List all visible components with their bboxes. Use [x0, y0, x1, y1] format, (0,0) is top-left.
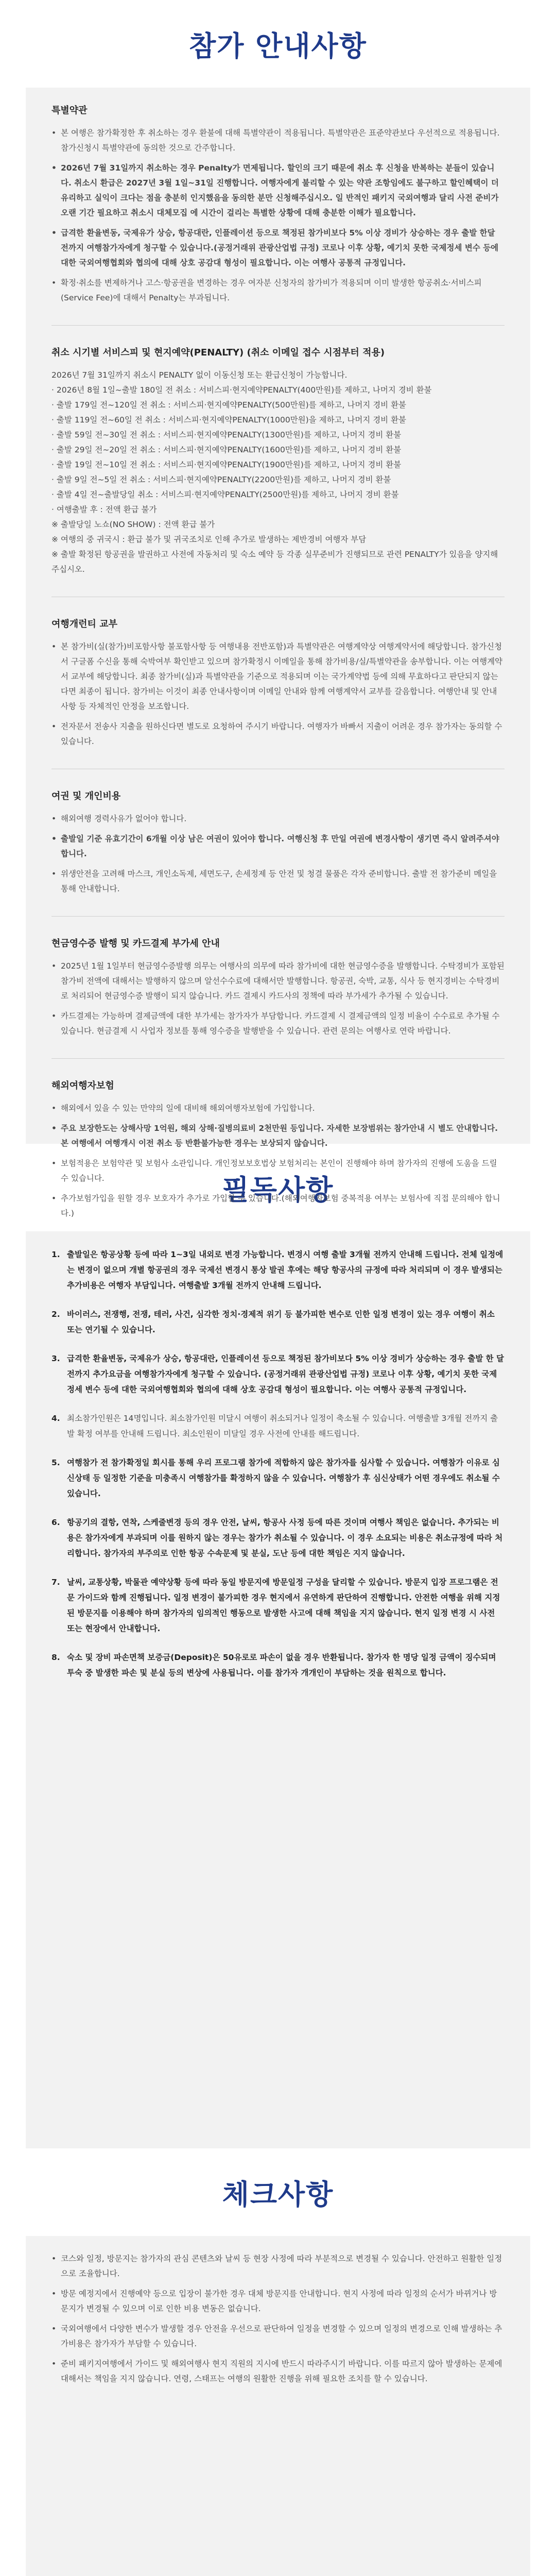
list-item: • 2026년 7월 31일까지 취소하는 경우 Penalty가 면제됩니다. 할인의 크기 때문에 취소 후 신청을 반복하는 분들이 있습니다. 취소시 환급은 2027년 3월 1일~31일 진행합니다. 여행자에게 불리할 수 있는 약관 조항임에도 불구하고 할인혜택이 더 유리하고 실익이 크다는 점을 충분히 인지했음을 동의한 분만 신청해주십시오. 일 반적인 패키지 국외여행과 달리 사전 준비가 오랜 기간 필요하고 취소시 대체모집 에 시간이 걸리는 특별한 상황에 대해 충분한 이해가 필요합니다. — [51, 161, 505, 221]
section-title-participation: 참가 안내사항 — [189, 29, 367, 62]
list-item: • 확정·취소를 변제하거나 고스·항공권을 변경하는 경우 여자분 신청자의 참가비가 적용되며 이미 발생한 항공취소·서비스피(Service Fee)에 대해서 Penalty는 부과됩니다. — [51, 276, 505, 306]
text-line: ※ 출발 확정된 항공권을 발권하고 사전에 자동처리 및 숙소 예약 등 각종 실무준비가 진행되므로 관련 PENALTY가 있음을 양지해주십시오. — [51, 550, 498, 574]
text-line: · 출발 4일 전~출발당일 취소 : 서비스피·현지예약PENALTY(2500만원)를 제하고, 나머지 경비 환불 — [51, 490, 399, 499]
item-number: 5. — [51, 1458, 60, 1467]
checklist-list — [51, 2251, 505, 2386]
list-item: • 해외여행 경력사유가 없어야 합니다. — [51, 811, 505, 826]
contract-block — [51, 617, 505, 749]
divider — [51, 916, 505, 917]
cancel-fee-lines — [51, 368, 505, 577]
text-line: 2026년 7월 31일까지 취소시 PENALTY 없이 이동신청 또는 환급신청이 가능합니다. — [51, 370, 348, 380]
text-line: · 출발 19일 전~10일 전 취소 : 서비스피·현지예약PENALTY(1900만원)를 제하고, 나머지 경비 환불 — [51, 460, 402, 469]
item-number: 1. — [51, 1250, 60, 1259]
list-item: • 위생안전을 고려해 마스크, 개인소독제, 세면도구, 손세정제 등 안전 및 청결 물품은 각자 준비합니다. 출발 전 참가준비 메일을 통해 안내합니다. — [51, 867, 505, 896]
divider — [51, 325, 505, 326]
list-item: • 2025년 1월 1일부터 현금영수증발행 의무는 여행사의 의무에 따라 참가비에 대한 현금영수증을 발행합니다. 수탁경비가 포함된 참가비 전액에 대해서는 발행하지 않으며 알선수수료에 대해서만 발행합니다. 항공권, 숙박, 교통, 식사 등 현지경비는 수탁경비로 처리되어 현금영수증 발행이 되지 않습니다. 카드 결제시 카드사의 정책에 따라 부가세가 추가될 수 있습니다. — [51, 959, 505, 1004]
item-text: 최소참가인원은 14명입니다. 최소참가인원 미달시 여행이 취소되거나 일정이 축소될 수 있습니다. 여행출발 3개월 전까지 출발 확정 여부를 안내해 드립니다. 최소인원이 미달일 경우 사전에 안내를 해드립니다. — [67, 1414, 498, 1438]
list-item: • 출발일 기준 유효기간이 6개월 이상 남은 여권이 있어야 합니다. 여행신청 후 만일 여권에 변경사항이 생기면 즉시 알려주셔야 합니다. — [51, 832, 505, 861]
numbered-item — [51, 1247, 505, 1293]
section-title-bar — [0, 2148, 556, 2236]
item-number: 8. — [51, 1653, 60, 1662]
list-item: • 보험적용은 보험약관 및 보험사 소관입니다. 개인정보보호법상 보험처리는 본인이 진행해야 하며 참가자의 진행에 도움을 드릴 수 있습니다. — [51, 1156, 505, 1186]
overseas-insurance-list — [51, 1101, 505, 1221]
list-item: • 해외에서 있을 수 있는 만약의 일에 대비해 해외여행자보험에 가입합니다. — [51, 1101, 505, 1116]
text-line: · 2026년 8월 1일~출발 180일 전 취소 : 서비스피·현지예약PENALTY(400만원)를 제하고, 나머지 경비 환불 — [51, 385, 432, 395]
list-item: • 주요 보장한도는 상해사망 1억원, 해외 상해·질병의료비 2천만원 등입니다. 자세한 보장범위는 참가안내 시 별도 안내합니다. 본 여행에서 여행개시 이전 취소 등 반환불가능한 경우는 보상되지 않습니다. — [51, 1121, 505, 1151]
cancel-fee-block — [51, 345, 505, 577]
list-item: • 추가보험가입을 원할 경우 보호자가 추가로 가입할 수 있습니다.(해외여행자보험 중복적용 여부는 보험사에 직접 문의해야 합니다.) — [51, 1191, 505, 1221]
passport-block — [51, 789, 505, 896]
block-title: 여행개런티 교부 — [51, 619, 117, 630]
numbered-item — [51, 1307, 505, 1337]
item-text: 날씨, 교통상황, 박물관 예약상황 등에 따라 동일 방문지에 방문일정 구성을 달리할 수 있습니다. 방문지 입장 프로그램은 전문 가이드와 함께 진행됩니다. 일정 변경이 불가피한 경우 현지에서 유연하게 판단하여 진행합니다. 안전한 여행을 위해 지정된 방문지를 이용해야 하며 참가자의 임의적인 행동으로 발생한 사고에 대해 책임을 지지 않습니다. 현지 일정 변경 시 사전 또는 현장에서 안내합니다. — [67, 1578, 500, 1633]
item-text: 급격한 환율변동, 국제유가 상승, 항공대란, 인플레이션 등으로 책정된 참가비보다 5% 이상 경비가 상승하는 경우 출발 한 달 전까지 추가요금을 여행참가자에게 청구할 수 있습니다. (공정거래위 관광산업법 규정) 코로나 이후 상황, 예기치 못한 국제정세 변수 등에 대한 국외여행협회와 협의에 대해 상호 공감대 형성이 필요합니다. 이는 여행사 공통적 규정입니다. — [67, 1354, 505, 1394]
list-item: • 본 여행은 참가확정한 후 취소하는 경우 환불에 대해 특별약관이 적용됩니다. 특별약관은 표준약관보다 우선적으로 적용됩니다. 참가신청시 특별약관에 동의한 것으로 간주합니다. — [51, 126, 505, 156]
item-text: 출발일은 항공상황 등에 따라 1~3일 내외로 변경 가능합니다. 변경시 여행 출발 3개월 전까지 안내해 드립니다. 전체 일정에는 변경이 없으며 개별 항공권의 경우 국제선 변경시 통상 발권 후에는 해당 항공사의 규정에 따라 처리되며 이 경우 발생되는 추가비용은 여행자 부담입니다. 여행출발 3개월 전까지 안내해 드립니다. — [67, 1250, 503, 1290]
numbered-item — [51, 1455, 505, 1501]
text-line: ※ 출발당일 노쇼(NO SHOW) : 전액 환급 불가 — [51, 520, 215, 529]
item-text: 항공기의 결항, 연착, 스케줄변경 등의 경우 안전, 날씨, 항공사 사정 등에 따른 것이며 여행사 책임은 없습니다. 추가되는 비용은 참가자에게 부과되며 이를 원하지 않는 경우는 참가가 취소될 수 있습니다. 이 경우 소요되는 비용은 취소규정에 따라 처리합니다. 참가자의 부주의로 인한 항공 수속문제 및 분실, 도난 등에 대한 책임은 지지 않습니다. — [67, 1518, 503, 1558]
checklist-box — [26, 2236, 530, 2576]
item-number: 6. — [51, 1518, 60, 1527]
block-title: 여권 및 개인비용 — [51, 791, 121, 802]
list-item: • 본 참가비(실(참가)비포함사항 불포함사항 등 여행내용 전반포함)과 특별약관은 여행계약상 여행계약서에 해당합니다. 참가신청서 구글폼 수신을 통해 숙박여부 확인받고 있으며 참가확정시 이메일을 통해 참가비용/실/특별약관을 송부합니다. 이는 여행계약서 교부에 해당합니다. 최종 참가비(실)과 특별약관을 기준으로 적용되며 이는 국가계약법 등에 의해 무효하다고 판단되지 않는다면 최종이 됩니다. 참가비는 이것이 최종 안내사항이며 이메일 안내와 함께 여행계약서 교부를 갈음합니다. 여행안내 및 안내사항 등 자체적인 안정을 보조합니다. — [51, 639, 505, 714]
divider — [51, 1058, 505, 1059]
special-terms-block — [51, 103, 505, 306]
section-title-must-read: 필독사항 — [222, 1173, 334, 1206]
list-item: • 방문 예정지에서 진행예약 등으로 입장이 불가한 경우 대체 방문지를 안내합니다. 현지 사정에 따라 일정의 순서가 바뀌거나 방문지가 변경될 수 있으며 이로 인한 비용 변동은 없습니다. — [51, 2286, 505, 2316]
contract-list — [51, 639, 505, 749]
must-read-list — [51, 1247, 505, 1681]
text-line: · 출발 29일 전~20일 전 취소 : 서비스피·현지예약PENALTY(1600만원)를 제하고, 나머지 경비 환불 — [51, 445, 402, 454]
item-text: 바이러스, 전쟁행, 전쟁, 테러, 사건, 심각한 정치·경제적 위기 등 불가피한 변수로 인한 일정 변경이 있는 경우 여행이 취소 또는 연기될 수 있습니다. — [67, 1310, 495, 1334]
text-line: · 출발 179일 전~120일 전 취소 : 서비스피·현지예약PENALTY(500만원)를 제하고, 나머지 경비 환불 — [51, 400, 407, 410]
numbered-item — [51, 1351, 505, 1397]
list-item: • 코스와 일정, 방문지는 참가자의 관심 콘텐츠와 날씨 등 현장 사정에 따라 부분적으로 변경될 수 있습니다. 안전하고 원활한 일정으로 조율합니다. — [51, 2251, 505, 2281]
overseas-insurance-block — [51, 1078, 505, 1221]
passport-list — [51, 811, 505, 896]
item-number: 4. — [51, 1414, 60, 1423]
numbered-item — [51, 1650, 505, 1681]
item-text: 여행참가 전 참가확정일 회시를 통해 우리 프로그램 참가에 적합하지 않은 참가자를 심사할 수 있습니다. 여행참가 이유로 심신상태 등 일정한 기준을 미충족시 여행참가를 확정하지 않을 수 있습니다. 여행참가 후 심신상태가 어떤 경우에도 취소될 수 있습니다. — [67, 1458, 500, 1498]
block-title: 특별약관 — [51, 105, 88, 116]
item-number: 7. — [51, 1578, 60, 1587]
text-line: · 여행출발 후 : 전액 환급 불가 — [51, 505, 157, 514]
numbered-item — [51, 1574, 505, 1636]
item-text: 숙소 및 장비 파손면책 보증금(Deposit)은 50유로로 파손이 없을 경우 반환됩니다. 참가자 한 명당 일정 금액이 징수되며 투숙 중 발생한 파손 및 분실 등의 변상에 사용됩니다. 이를 참가자 개개인이 부담하는 것을 원칙으로 합니다. — [67, 1653, 496, 1677]
receipt-block — [51, 936, 505, 1039]
list-item: • 전자문서 전송사 지출을 원하신다면 별도로 요청하여 주시기 바랍니다. 여행자가 바빠서 지출이 어려운 경우 참가자는 동의할 수 있습니다. — [51, 719, 505, 749]
section-title-bar — [0, 0, 556, 88]
list-item: • 급격한 환율변동, 국제유가 상승, 항공대란, 인플레이션 등으로 책정된 참가비보다 5% 이상 경비가 상승하는 경우 출발 한달 전까지 여행참가자에게 청구할 수 있습니다.(공정거래위 관광산업법 규정) 코로나 이후 상황, 예기치 못한 국제정세 변수 등에 대한 국외여행협회와 협의에 대해 상호 공감대 형성이 필요합니다. 이는 여행사 공통적 규정입니다. — [51, 226, 505, 270]
block-title: 해외여행자보험 — [51, 1080, 114, 1091]
list-item: • 준비 패키지여행에서 가이드 및 해외여행사 현지 직원의 지시에 반드시 따라주시기 바랍니다. 이를 따르지 않아 발생하는 문제에 대해서는 책임을 지지 않습니다. 연령, 스태프는 여행의 원활한 진행을 위해 필요한 조치를 할 수 있습니다. — [51, 2357, 505, 2386]
text-line: · 출발 119일 전~60일 전 취소 : 서비스피·현지예약PENALTY(1000만원)을 제하고, 나머지 경비 환불 — [51, 415, 407, 425]
item-number: 2. — [51, 1310, 60, 1319]
must-read-box — [26, 1231, 530, 2148]
block-title: 현금영수증 발행 및 카드결제 부가세 안내 — [51, 938, 220, 949]
text-line: ※ 여행의 중 귀국시 : 환급 불가 및 귀국조치로 인해 추가로 발생하는 제반경비 여행자 부담 — [51, 535, 367, 544]
numbered-item — [51, 1515, 505, 1561]
special-terms-list — [51, 126, 505, 306]
section-title-checklist: 체크사항 — [222, 2178, 334, 2211]
list-item: • 카드결제는 가능하며 결제금액에 대한 부가세는 참가자가 부담합니다. 카드결제 시 결제금액의 일정 비율이 수수료로 추가될 수 있습니다. 현금결제 시 사업자 정보를 통해 영수증을 발행받을 수 있습니다. 관련 문의는 여행사로 연락 바랍니다. — [51, 1009, 505, 1039]
text-line: · 출발 59일 전~30일 전 취소 : 서비스피·현지예약PENALTY(1300만원)를 제하고, 나머지 경비 환불 — [51, 430, 402, 439]
item-number: 3. — [51, 1354, 60, 1363]
list-item: • 국외여행에서 다양한 변수가 발생할 경우 안전을 우선으로 판단하여 일정을 변경할 수 있으며 일정의 변경으로 인해 발생하는 추가비용은 참가자가 부담할 수 있습니다. — [51, 2321, 505, 2351]
numbered-item — [51, 1411, 505, 1442]
receipt-list — [51, 959, 505, 1039]
text-line: · 출발 9일 전~5일 전 취소 : 서비스피·현지예약PENALTY(2200만원)를 제하고, 나머지 경비 환불 — [51, 475, 391, 484]
block-title: 취소 시기별 서비스피 및 현지예약(PENALTY) (취소 이메일 접수 시점부터 적용) — [51, 347, 385, 358]
